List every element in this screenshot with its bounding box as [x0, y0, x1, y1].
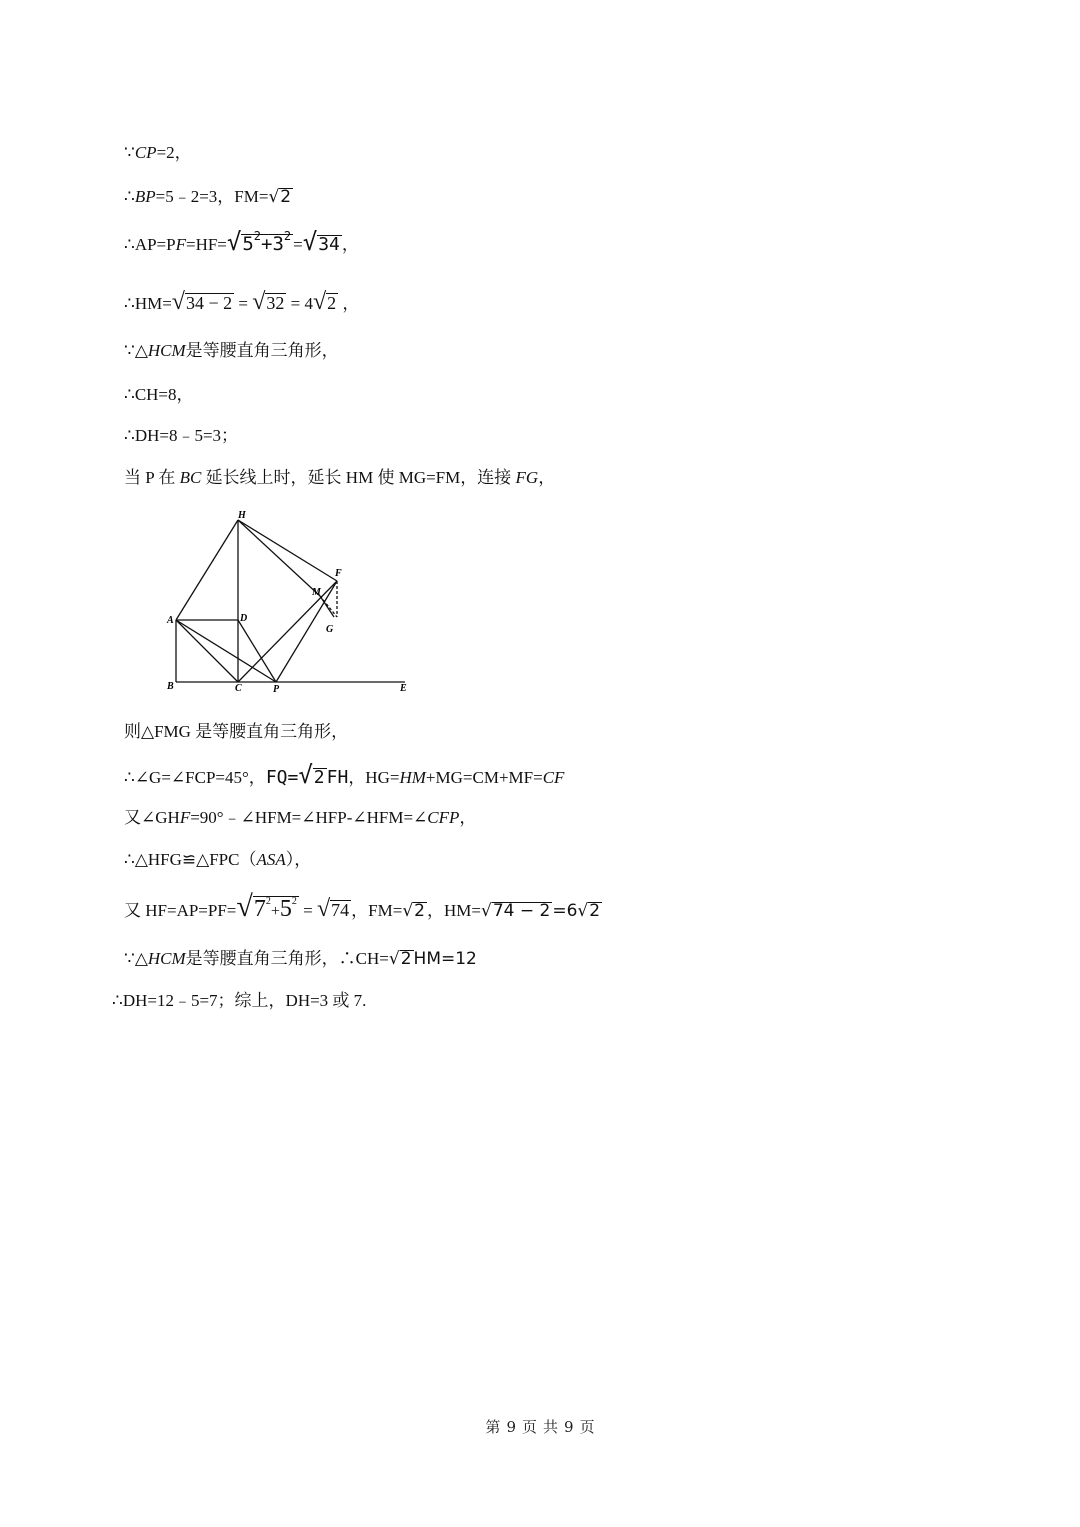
- since-symbol: ∵: [124, 143, 135, 162]
- radicand: 2: [400, 949, 412, 969]
- segment-ah: [176, 520, 238, 620]
- math-var: BP: [134, 187, 156, 206]
- text: ∵△: [124, 949, 148, 968]
- text: =2，: [156, 143, 192, 162]
- text: ，: [341, 235, 359, 254]
- math-var: ASA: [256, 850, 286, 869]
- text: ∴AP=P: [124, 235, 176, 254]
- text: 是等腰直角三角形，: [185, 341, 339, 360]
- text: ，: [459, 808, 477, 827]
- text: =5﹣2=3，FM=: [155, 187, 269, 206]
- math-var: F: [175, 235, 186, 254]
- radicand-5: 5: [279, 896, 292, 922]
- label-m: M: [312, 587, 321, 598]
- radicand: 32: [266, 293, 285, 313]
- sqrt-2: √2: [402, 901, 425, 921]
- therefore-symbol: ∴: [124, 187, 135, 206]
- sqrt-34: √34: [302, 228, 340, 256]
- sqrt-5sq-3sq: $√5^2+3^2$: [226, 228, 292, 256]
- text: ∴HM=: [124, 294, 172, 313]
- line-15: [112, 989, 366, 1013]
- line-4: [124, 290, 359, 316]
- math-var: FG: [515, 468, 539, 487]
- text: ，: [338, 294, 360, 313]
- sqrt-2: √2: [577, 901, 601, 921]
- text: ∴DH=12﹣5=7；综上，DH=3 或 7.: [112, 991, 367, 1010]
- sqrt-34-minus-2: √34 − 2: [171, 289, 233, 315]
- sqrt-2: √2: [268, 187, 292, 207]
- segment-ac: [176, 620, 238, 682]
- exponent: 2: [283, 229, 292, 243]
- text: ，FM=: [351, 901, 403, 920]
- radicand: 2: [280, 187, 292, 207]
- text: ），: [285, 850, 312, 869]
- label-h: H: [238, 510, 246, 521]
- radicand-plus-3: +3: [261, 233, 284, 255]
- text: 又∠GH: [124, 808, 180, 827]
- sqrt-74-minus-2: √74 − 2: [480, 901, 551, 921]
- text: ∴△HFG≌△FPC（: [124, 850, 257, 869]
- geometry-figure: [160, 505, 420, 700]
- math-var: CFP: [427, 808, 460, 827]
- text: ∴DH=8﹣5=3；: [124, 426, 239, 445]
- line-6: [124, 383, 194, 407]
- plus-sign: +: [270, 903, 280, 920]
- label-c: C: [235, 683, 242, 694]
- radicand: 34: [318, 234, 340, 255]
- text: 当 P 在: [124, 468, 180, 487]
- page-footer: [0, 1416, 1080, 1437]
- radicand: 74 − 2: [492, 901, 551, 921]
- text: = 4: [286, 294, 313, 313]
- math-var: HCM: [147, 949, 186, 968]
- segment-ap: [176, 620, 276, 682]
- text: HM=12: [413, 949, 477, 969]
- text: ，HM=: [427, 901, 481, 920]
- text: FH: [326, 767, 349, 788]
- radicand: 34 − 2: [185, 293, 233, 313]
- line-11: [124, 806, 476, 830]
- math-var: F: [179, 808, 191, 827]
- text: 又 HF=AP=PF=: [124, 901, 237, 920]
- text: =HF=: [185, 235, 227, 254]
- line-2: [124, 185, 293, 209]
- math-var: BC: [179, 468, 202, 487]
- line-12: [124, 848, 311, 872]
- text: =6: [552, 901, 578, 921]
- label-p: P: [273, 684, 280, 695]
- sqrt-7sq-5sq: $√7^2+5^2$: [236, 890, 297, 923]
- label-b: B: [167, 681, 174, 692]
- text: FQ=: [265, 767, 299, 788]
- sqrt-32: √32: [252, 289, 285, 315]
- math-var: CP: [134, 143, 157, 162]
- text: 延长线上时，延长 HM 使 MG=FM，连接: [201, 468, 516, 487]
- text: ∵△: [124, 341, 148, 360]
- footer-text: 页: [579, 1418, 595, 1436]
- line-5: [124, 339, 339, 363]
- line-3: [124, 230, 359, 257]
- text: =90°﹣∠HFM=∠HFP-∠HFM=∠: [190, 808, 428, 827]
- sqrt-2: √2: [388, 949, 412, 969]
- exponent: 2: [265, 896, 271, 907]
- radicand: 2: [414, 901, 425, 921]
- text: =: [293, 235, 303, 254]
- radicand: 2: [327, 293, 337, 313]
- footer-text: 共: [543, 1418, 559, 1436]
- text: ∴CH=8，: [124, 385, 194, 404]
- radicand: 74: [331, 900, 350, 920]
- sqrt-2: √2: [298, 761, 325, 789]
- radicand-5: 5: [242, 233, 254, 255]
- exponent: 2: [253, 229, 262, 243]
- line-9: [124, 720, 348, 744]
- label-a: A: [167, 615, 174, 626]
- total-pages: 9: [564, 1418, 574, 1436]
- math-var: CF: [542, 768, 565, 787]
- label-d: D: [240, 613, 248, 624]
- segment-hm: [238, 520, 320, 596]
- text: ∴∠G=∠FCP=45°，: [124, 768, 266, 787]
- sqrt-74: √74: [316, 896, 350, 922]
- sqrt-2: √2: [312, 289, 337, 315]
- radicand: 2: [589, 901, 601, 921]
- math-var: HM: [399, 768, 426, 787]
- line-14: [124, 947, 477, 971]
- text: 是等腰直角三角形，∴CH=: [185, 949, 389, 968]
- line-7: [124, 424, 238, 448]
- label-e: E: [400, 683, 407, 694]
- line-13: [124, 890, 602, 923]
- math-var: HCM: [147, 341, 186, 360]
- segment-hf: [238, 520, 337, 581]
- footer-text: 页: [521, 1418, 537, 1436]
- line-1: [124, 141, 192, 165]
- label-f: F: [335, 568, 342, 579]
- line-10: [124, 763, 564, 790]
- line-8: [124, 466, 555, 490]
- segment-dp: [238, 620, 276, 682]
- text: =: [234, 294, 253, 313]
- footer-text: 第: [485, 1418, 501, 1436]
- segment-cf: [238, 581, 337, 682]
- text: =: [298, 901, 317, 920]
- radicand-7: 7: [253, 896, 266, 922]
- text: 则△FMG 是等腰直角三角形，: [124, 722, 349, 741]
- text: ，: [538, 468, 556, 487]
- label-g: G: [326, 624, 334, 635]
- text: ，HG=: [348, 768, 400, 787]
- page-number: 9: [506, 1418, 516, 1436]
- exponent: 2: [291, 896, 297, 907]
- text: +MG=CM+MF=: [425, 768, 543, 787]
- radicand: 2: [313, 767, 325, 788]
